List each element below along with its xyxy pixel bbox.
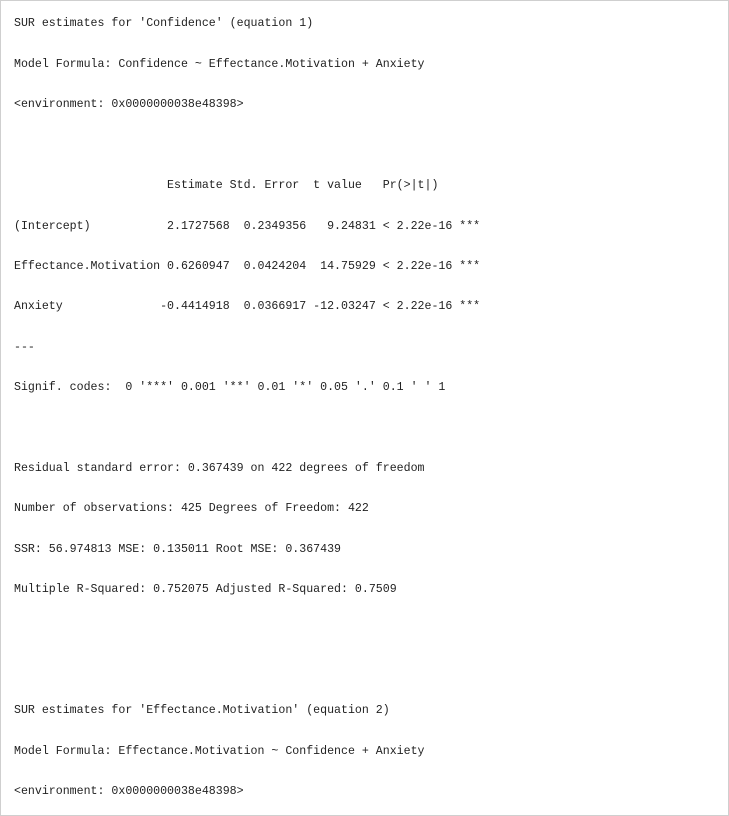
console-line-signif-codes: Signif. codes: 0 '***' 0.001 '**' 0.01 '*' 0.05 '.' 0.1 ' ' 1 — [14, 381, 446, 394]
console-line-residual-se: Residual standard error: 0.367439 on 422 degrees of freedom — [14, 462, 425, 475]
console-line-r-squared: Multiple R-Squared: 0.752075 Adjusted R-Squared: 0.7509 — [14, 583, 397, 596]
console-line-eq2-title: SUR estimates for 'Effectance.Motivation' (equation 2) — [14, 704, 390, 717]
console-line-coef-intercept: (Intercept) 2.1727568 0.2349356 9.24831 < 2.22e-16 *** — [14, 220, 481, 233]
console-line-eq1-environment: <environment: 0x0000000038e48398> — [14, 98, 244, 111]
console-line-ssr: SSR: 56.974813 MSE: 0.135011 Root MSE: 0.367439 — [14, 543, 341, 556]
console-line-eq1-formula: Model Formula: Confidence ~ Effectance.Motivation + Anxiety — [14, 58, 425, 71]
console-line-eq1-title: SUR estimates for 'Confidence' (equation 1) — [14, 17, 314, 30]
console-line-eq2-formula: Model Formula: Effectance.Motivation ~ Confidence + Anxiety — [14, 745, 425, 758]
console-line-eq2-environment: <environment: 0x0000000038e48398> — [14, 785, 244, 798]
console-line-coef-anxiety: Anxiety -0.4414918 0.0366917 -12.03247 < 2.22e-16 *** — [14, 300, 481, 313]
console-line-coef-motivation: Effectance.Motivation 0.6260947 0.0424204 14.75929 < 2.22e-16 *** — [14, 260, 481, 273]
console-line-observations: Number of observations: 425 Degrees of Freedom: 422 — [14, 502, 369, 515]
console-line-coef-header: Estimate Std. Error t value Pr(>|t|) — [14, 179, 439, 192]
console-line-separator: --- — [14, 341, 35, 354]
